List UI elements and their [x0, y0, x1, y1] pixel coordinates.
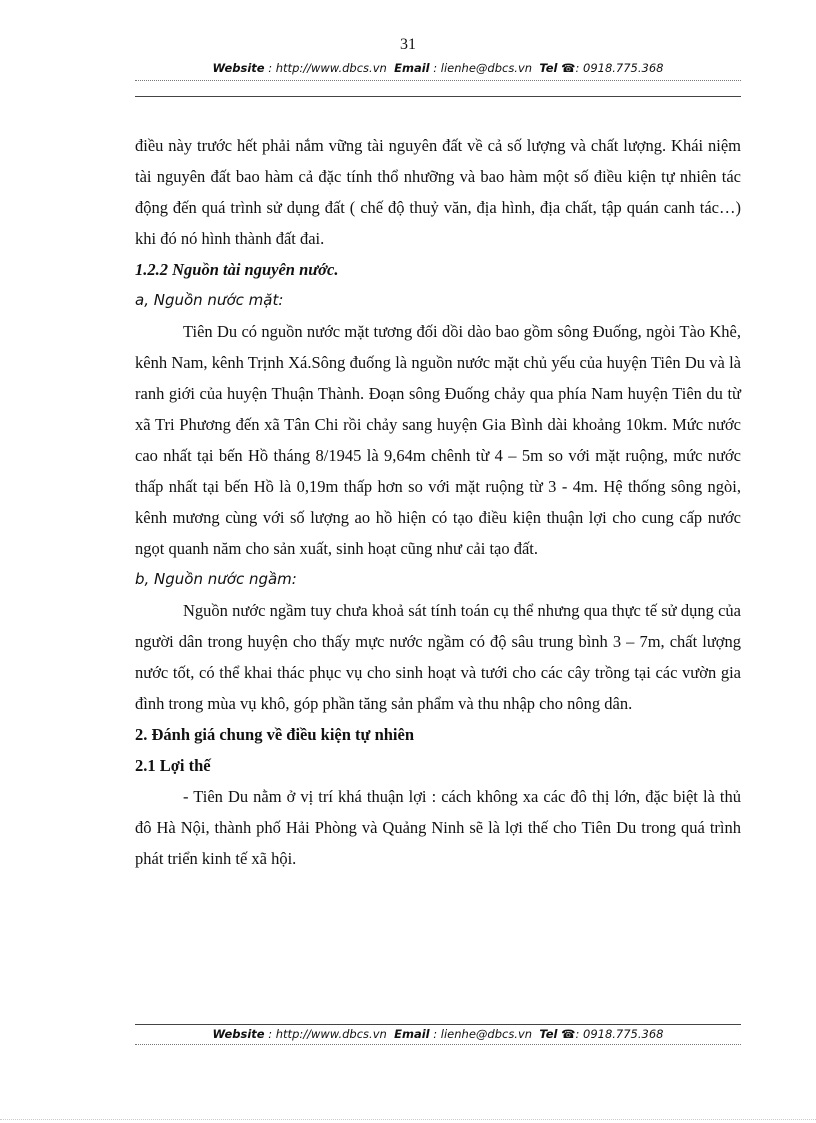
- website-value: : http://www.dbcs.vn: [268, 61, 387, 75]
- tel-label: Tel: [539, 61, 558, 75]
- footer-contact-line: [135, 1027, 741, 1041]
- paragraph-land-resources: điều này trước hết phải nắm vững tài nguyên đất về cả số lượng và chất lượng. Khái niệm tài nguyên đất bao hàm cả đặc tính thổ nhưỡng và bao hàm một số điều kiện tự nhiên tác động đến quá trình sử dụng đất ( chế độ thuỷ văn, địa hình, địa chất, tập quán canh tác…) khi đó nó hình thành đất đai.: [135, 136, 741, 248]
- paragraph-surface-water: Tiên Du có nguồn nước mặt tương đối dồi dào bao gồm sông Đuống, ngòi Tào Khê, kênh Nam, kênh Trịnh Xá.Sông đuống là nguồn nước mặt chủ yếu của huyện Tiên Du và là ranh giới của huyện Thuận Thành. Đoạn sông Đuống chảy qua phía Nam huyện Tiên du từ xã Tri Phương đến xã Tân Chi rồi chảy sang huyện Gia Bình dài khoảng 10km. Mức nước cao nhất tại bến Hồ tháng 8/1945 là 9,64m chênh từ 4 – 5m so với mặt ruộng, mức nước thấp nhất tại bến Hồ là 0,19m thấp hơn so với mặt ruộng từ 3 - 4m. Hệ thống sông ngòi, kênh mương cùng với số lượng ao hồ hiện có tạo điều kiện thuận lợi cho cung cấp nước ngọt quanh năm cho sản xuất, sinh hoạt cũng như cải tạo đất.: [135, 322, 741, 558]
- footer-email-label: Email: [394, 1027, 430, 1041]
- footer-website-value: : http://www.dbcs.vn: [268, 1027, 387, 1041]
- footer-dotted-rule: [135, 1044, 741, 1045]
- header-contact-line: [135, 61, 741, 75]
- paragraph-groundwater: Nguồn nước ngầm tuy chưa khoả sát tính toán cụ thể nhưng qua thực tế sử dụng của người dân trong huyện cho thấy mực nước ngầm có độ sâu trung bình 3 – 7m, chất lượng nước tốt, có thể khai thác phục vụ cho sinh hoạt và tưới cho các cây trồng tại các vườn gia đình trong mùa vụ khô, góp phần tăng sản phẩm và thu nhập cho nông dân.: [135, 601, 741, 713]
- page-number: 31: [400, 36, 416, 53]
- footer-website-label: Website: [212, 1027, 265, 1041]
- subheading-surface-water: a, Nguồn nước mặt:: [135, 291, 284, 309]
- subheading-groundwater: b, Nguồn nước ngầm:: [135, 570, 297, 588]
- footer-tel-value: : 0918.775.368: [575, 1027, 664, 1041]
- footer-tel-label: Tel: [539, 1027, 558, 1041]
- document-body: [135, 130, 741, 874]
- header-solid-rule: [135, 96, 741, 97]
- tel-value: : 0918.775.368: [575, 61, 664, 75]
- email-label: Email: [394, 61, 430, 75]
- paragraph-advantages: - Tiên Du nằm ở vị trí khá thuận lợi : cách không xa các đô thị lớn, đặc biệt là thủ đô Hà Nội, thành phố Hải Phòng và Quảng Ninh sẽ là lợi thế cho Tiên Du trong quá trình phát triển kinh tế xã hội.: [135, 787, 741, 868]
- header-dotted-rule: [135, 80, 741, 81]
- footer-email-value: : lienhe@dbcs.vn: [433, 1027, 533, 1041]
- heading-advantages: 2.1 Lợi thế: [135, 756, 211, 775]
- footer-phone-icon: ☎: [561, 1027, 576, 1041]
- heading-water-resources: 1.2.2 Nguồn tài nguyên nước.: [135, 260, 339, 279]
- email-value: : lienhe@dbcs.vn: [433, 61, 533, 75]
- website-label: Website: [212, 61, 265, 75]
- phone-icon: ☎: [561, 61, 576, 75]
- page-bottom-edge: [0, 1119, 816, 1120]
- footer-top-rule: [135, 1024, 741, 1025]
- heading-natural-conditions-assessment: 2. Đánh giá chung về điều kiện tự nhiên: [135, 725, 415, 744]
